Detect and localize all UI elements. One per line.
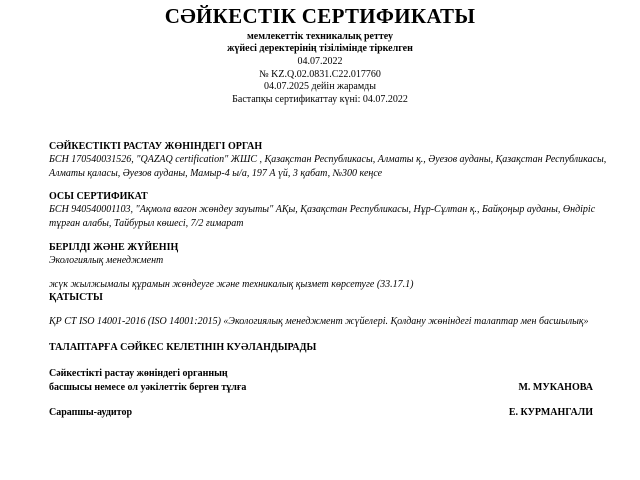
registration-date: 04.07.2022 [297,56,343,67]
certification-body-details: БСН 170540031526, "QAZAQ certification" ЖШС , Қазақстан Республикасы, Алматы қ., Әуезов ауданы, Қазақстан Республикасы, Алматы қаласы, Әуезов ауданы, Мамыр-4 ы/а, 197 А үй, 3 қабат, №300 кеңсе [49,154,607,179]
head-signature-row [49,381,593,394]
head-signature-label-2: басшысы немесе ол уәкілеттік берген тұлға [49,382,247,393]
head-signature-label-1: Сәйкестікті растау жөніндегі органның [49,368,228,379]
registry-line-2: жүйесі деректерінің тізілімінде тіркелген [227,43,413,54]
system-name: Экологиялық менеджмент [49,255,164,266]
conformity-heading: ТАЛАПТАРҒА СӘЙКЕС КЕЛЕТІНІН КУӘЛАНДЫРАДЫ [49,342,317,353]
head-signatory-name: М. МУКАНОВА [518,382,593,393]
certificate-title: СӘЙКЕСТІК СЕРТИФИКАТЫ [164,4,476,28]
standard-text: ҚР СТ ISO 14001-2016 (ISO 14001:2015) «Экологиялық менеджмент жүйелері. Қолдану жөніндегі талаптар мен басшылық» [49,316,589,327]
holder-details: БСН 940540001103, "Ақмола вагон жөндеу зауыты" АҚы, Қазақстан Республикасы, Нұр-Сұлтан қ., Байқоңыр ауданы, Өндіріс тұрған алабы, Тайбурыл көшесі, 7/2 ғимарат [49,204,596,229]
head-signature-label-line-1 [49,367,593,380]
system-section [49,241,609,268]
system-heading: БЕРІЛДІ ЖӘНЕ ЖҮЙЕНІҢ [49,242,179,253]
certification-body-heading: СӘЙКЕСТІКТІ РАСТАУ ЖӨНІНДЕГІ ОРГАН [49,141,263,152]
standard-section [49,315,594,329]
holder-heading: ОСЫ СЕРТИФИКАТ [49,191,148,202]
scope-text: жүк жылжымалы құрамын жөндеуге және техникалық қызмет көрсетуге (33.17.1) [49,279,414,290]
conformity-section [49,341,609,354]
regarding-section [49,291,609,304]
expert-signature-row [49,406,593,419]
valid-until: 04.07.2025 дейін жарамды [264,81,376,92]
holder-section [49,190,609,231]
expert-label: Сарапшы-аудитор [49,407,133,418]
expert-name: Е. КУРМАНГАЛИ [508,407,593,418]
certification-body-section [49,140,609,181]
registry-line-1: мемлекеттік техникалық реттеу [247,31,393,42]
regarding-heading: ҚАТЫСТЫ [49,292,103,303]
certificate-number: № KZ.Q.02.0831.C22.017760 [259,69,381,80]
initial-certification-date: Бастапқы сертификаттау күні: 04.07.2022 [232,94,408,105]
